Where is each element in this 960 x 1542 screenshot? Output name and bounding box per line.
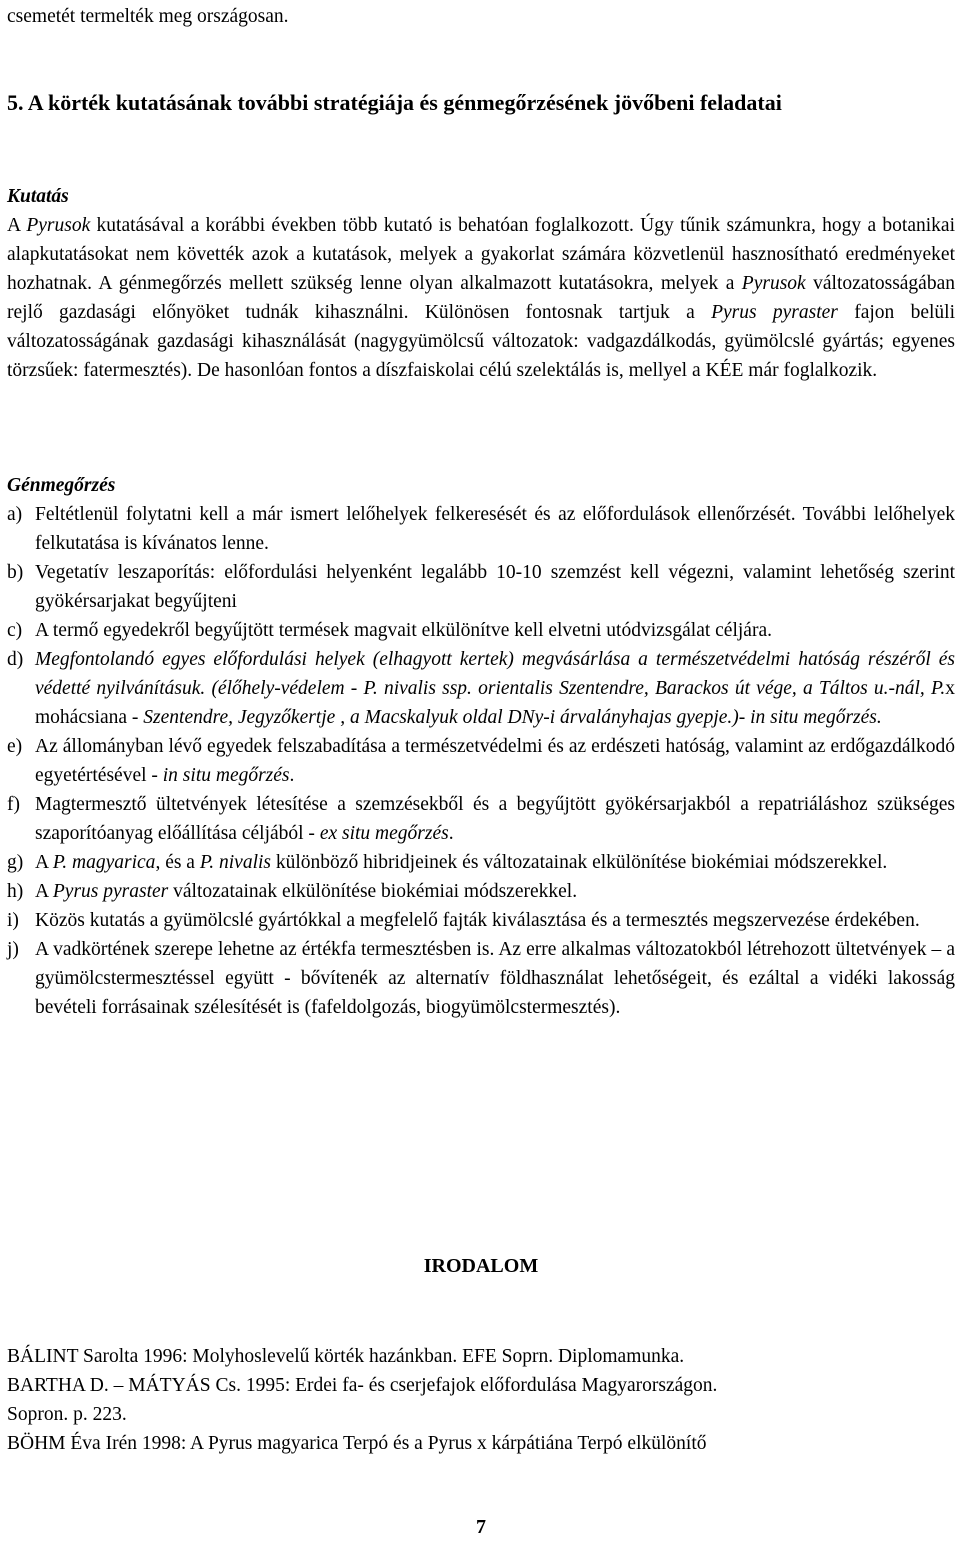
list-text: A termő egyedekről begyűjtött termések magvait elkülönítve kell elvetni utódvizsgálat céljára. (35, 620, 772, 641)
text-run: változatainak elkülönítése biokémiai módszerekkel. (168, 881, 578, 902)
text-run: Az állományban lévő egyedek felszabadítása a természetvédelmi és az erdészeti hatóság, valamint az erdőgazdálkodó egyetértésével - (35, 736, 955, 786)
list-text (35, 848, 955, 877)
list-label: b) (7, 562, 24, 583)
reference-entry: Sopron. p. 223. (7, 1404, 127, 1425)
list-text (35, 877, 955, 906)
list-text: Vegetatív leszaporítás: előfordulási helyenként legalább 10-10 szemzést kell végezni, valamint lehetőség szerint gyökérsarjakat begyűjteni (35, 562, 955, 612)
italic-run: Megfontolandó egyes előfordulási helyek (elhagyott kertek) megvásárlása a természetvédelmi hatóság részéről és védetté nyilvánításuk. (élőhely-védelem - P. nivalis ssp. orientalis Szentendre, Barackos út vége, a Táltos u.-nál, P. (35, 649, 955, 699)
list-label: c) (7, 620, 23, 641)
list-item-h (7, 877, 955, 906)
list-text (35, 790, 955, 848)
list-label: h) (7, 881, 24, 902)
list-label: a) (7, 504, 23, 525)
list-item-d (7, 645, 955, 732)
italic-term: Pyrus pyraster (711, 302, 838, 323)
text-run: , és a (155, 852, 200, 873)
list-text: A vadkörtének szerepe lehetne az értékfa termesztésben is. Az erre alkalmas változatokból létrehozott ültetvények – a gyümölcstermesztéssel együtt - bővítenék az alternatív földhasználat lehetőségeit, és ezáltal a vidéki lakosság bevételi forrásainak szélesítését is (fafeldolgozás, biogyümölcstermesztés). (35, 939, 955, 1018)
kutatas-paragraph (7, 211, 955, 385)
subsection-heading-kutatas: Kutatás (7, 186, 69, 207)
references-list (7, 1342, 955, 1458)
italic-term: Pyrusok (741, 273, 806, 294)
subsection-heading-genmegorzes: Génmegőrzés (7, 475, 116, 496)
list-item-i (7, 906, 955, 935)
text-run: A (35, 881, 53, 902)
text-run: Magtermesztő ültetvények létesítése a szemzésekből és a begyűjtött gyökérsarjakból a repatriáláshoz szükséges szaporítóanyag előállítása céljából - (35, 794, 955, 844)
text-run: kutatásával a korábbi években több kutató is behatóan foglalkozott. Úgy tűnik számunkra, hogy a botanikai alapkutatásokat nem követték azok a kutatások, melyek a gyakorlat számára közvetlenül hasznosítható eredményeket hozhatnak. A génmegőrzés mellett szükség lenne olyan alkalmazott kutatásokra, melyek a (7, 215, 955, 294)
text-run: változatosságában rejlő gazdasági előnyöket tudnák kihasználni. Különösen fontosnak tartjuk a (7, 273, 955, 323)
italic-run: Pyrus pyraster (52, 881, 169, 902)
italic-run: in situ megőrzés (162, 765, 290, 786)
page-number: 7 (476, 1516, 486, 1538)
reference-entry: BÖHM Éva Irén 1998: A Pyrus magyarica Terpó és a Pyrus x kárpátiána Terpó elkülönítő (7, 1433, 707, 1454)
section-title: 5. A körték kutatásának további stratégiája és génmegőrzésének jövőbeni feladatai (7, 90, 782, 115)
list-text (35, 732, 955, 790)
genmegorzes-list (7, 500, 955, 1022)
text-run: x mohácsiana (35, 678, 955, 728)
list-label: g) (7, 852, 24, 873)
continuation-line: csemetét termelték meg országosan. (7, 6, 289, 27)
list-item-a (7, 500, 955, 558)
text-run: különböző hibridjeinek és változatainak elkülönítése biokémiai módszerekkel. (271, 852, 888, 873)
italic-run: P. magyarica (52, 852, 156, 873)
list-item-f (7, 790, 955, 848)
list-text: Közös kutatás a gyümölcslé gyártókkal a megfelelő fajták kiválasztása és a termesztés megszervezése érdekében. (35, 910, 920, 931)
list-label: e) (7, 736, 23, 757)
text-run: fajon belüli változatosságának gazdasági kihasználását (nagygyümölcsű változatok: vadgazdálkodás, gyümölcslé gyártás; egyenes törzsűek: fatermesztés). De hasonlóan fontos a díszfaiskolai célú szelektálás is, mellyel a KÉE már foglalkozik. (7, 302, 955, 381)
list-item-e (7, 732, 955, 790)
list-item-g (7, 848, 955, 877)
list-item-b (7, 558, 955, 616)
list-item-c (7, 616, 955, 645)
list-label: f) (7, 794, 20, 815)
text-run: . (289, 765, 295, 786)
list-item-j (7, 935, 955, 1022)
italic-term: Pyrusok (26, 215, 91, 236)
italic-run: P. nivalis (199, 852, 271, 873)
text-run: . (448, 823, 454, 844)
list-label: d) (7, 649, 24, 670)
italic-run: - Szentendre, Jegyzőkertje , a Macskalyuk oldal DNy-i árvalányhajas gyepje.)- in situ megőrzés. (127, 707, 882, 728)
text-run: A (35, 852, 53, 873)
reference-entry: BARTHA D. – MÁTYÁS Cs. 1995: Erdei fa- és cserjefajok előfordulása Magyarországon. (7, 1375, 718, 1396)
italic-run: ex situ megőrzés (319, 823, 449, 844)
list-text (35, 645, 955, 732)
reference-entry: BÁLINT Sarolta 1996: Molyhoslevelű körték hazánkban. EFE Soprn. Diplomamunka. (7, 1346, 685, 1367)
list-label: i) (7, 910, 19, 931)
text-run: A (7, 215, 27, 236)
references-heading: IRODALOM (423, 1255, 539, 1277)
list-text: Feltétlenül folytatni kell a már ismert lelőhelyek felkeresését és az előfordulások ellenőrzését. További lelőhelyek felkutatása is kívánatos lenne. (35, 504, 955, 554)
list-label: j) (7, 939, 19, 960)
